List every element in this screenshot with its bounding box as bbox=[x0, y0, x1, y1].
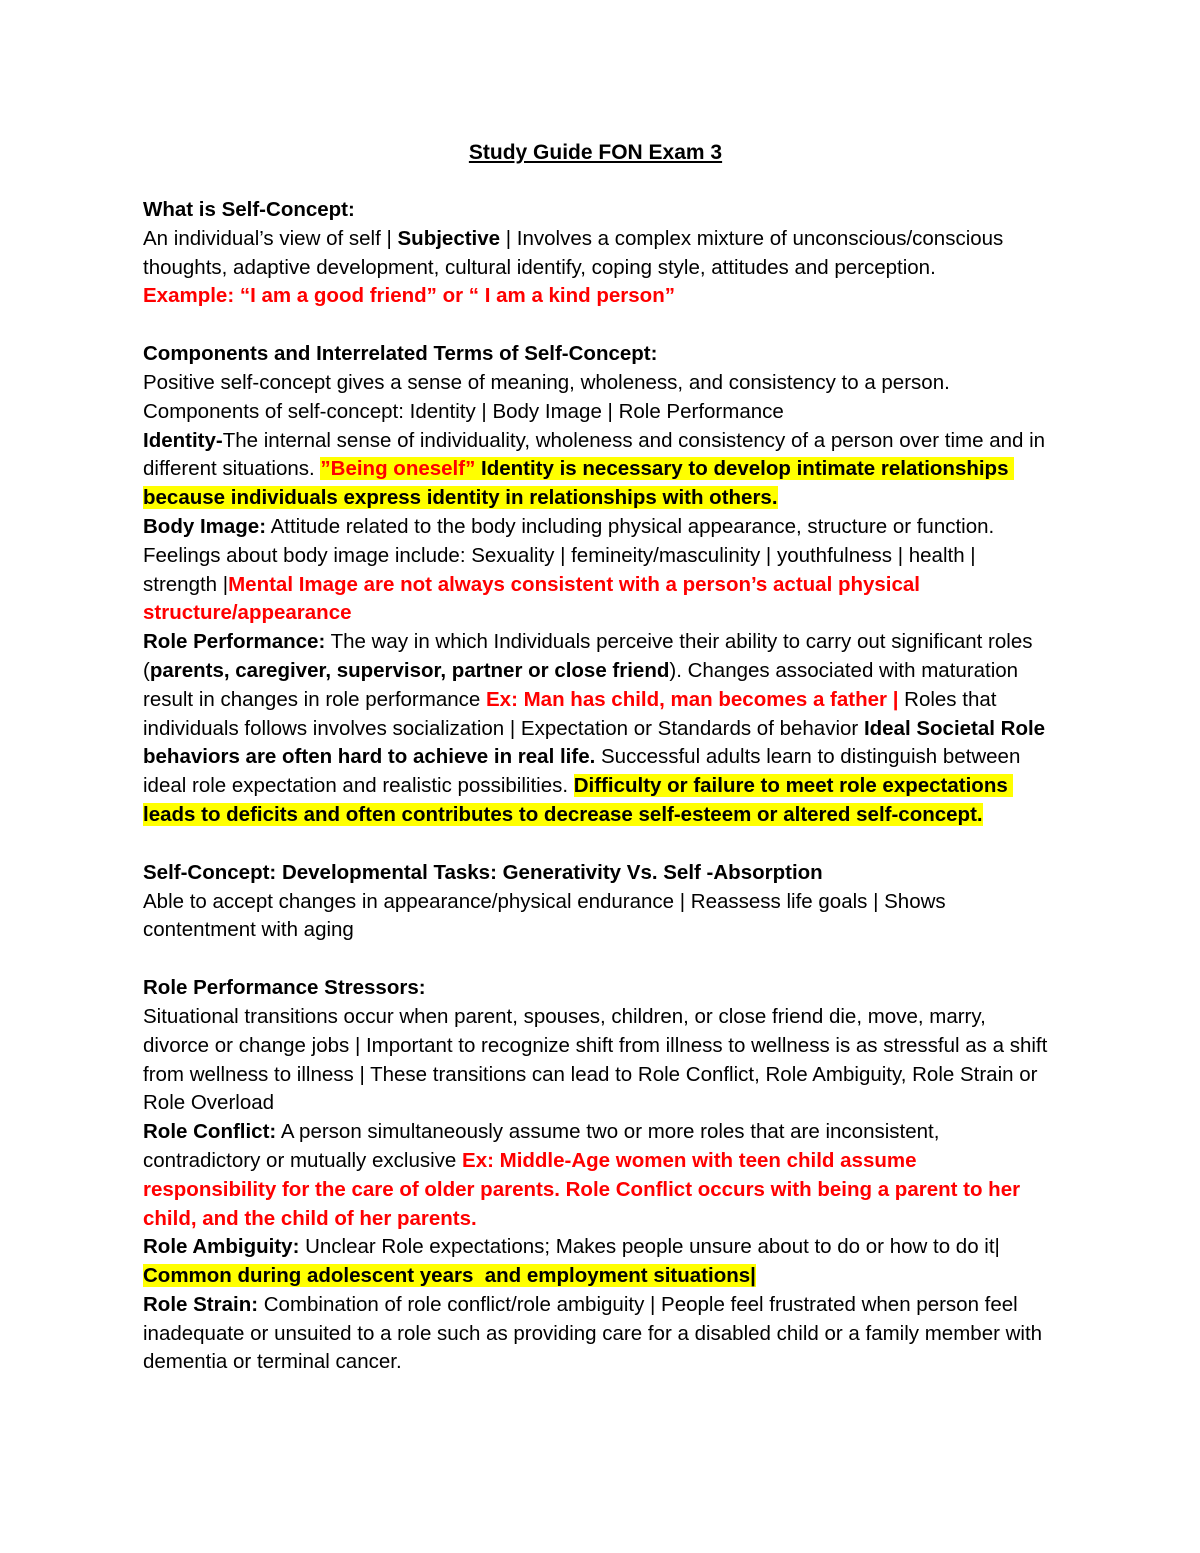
text-run: Able to accept changes in appearance/physical endurance | Reassess life goals | Shows contentment with aging bbox=[143, 889, 952, 942]
text-run: The way in which Individuals perceive their ability to carry out significant roles ( bbox=[143, 630, 1039, 682]
paragraph bbox=[143, 282, 1048, 311]
paragraph bbox=[143, 1291, 1048, 1377]
text-run: Body Image: bbox=[143, 514, 267, 538]
document-section bbox=[143, 974, 1054, 1377]
text-run: Situational transitions occur when parent, spouses, children, or close friend die, move, marry, divorce or change jobs | Important to recognize shift from illness to wellness is as stressful as a shift from wellness to illness | These transitions can lead to Role Conflict, Role Ambiguity, Role Strain or Role Overload bbox=[143, 1004, 1054, 1115]
section-heading: What is Self-Concept: bbox=[143, 198, 355, 221]
text-run: Unclear Role expectations; Makes people unsure about to do or how to do it| bbox=[299, 1235, 1000, 1259]
document-section bbox=[143, 859, 1048, 945]
document-body bbox=[143, 196, 1054, 1377]
red-text-run: Ex: Middle-Age women with teen child assume responsibility for the care of older parents. Role Conflict occurs with being a parent to her child, and the child of her parents. bbox=[143, 1148, 1026, 1230]
text-run: Combination of role conflict/role ambiguity | People feel frustrated when person feel inadequate or unsuited to a role such as providing care for a disabled child or a family member with dementia or terminal cancer. bbox=[143, 1292, 1048, 1374]
text-run: Role Performance: bbox=[143, 630, 326, 654]
document-section bbox=[143, 340, 1051, 830]
highlighted-text-run: Difficulty or failure to meet role expectations leads to deficits and often contributes to decrease self-esteem or altered self-concept. bbox=[143, 774, 1014, 826]
section-heading: Role Performance Stressors: bbox=[143, 976, 426, 1000]
paragraph bbox=[143, 398, 1048, 427]
paragraph bbox=[143, 1118, 1048, 1233]
highlighted-text-run: Identity is necessary to develop intimate relationships because individuals express identity in relationships with others. bbox=[143, 457, 1015, 510]
text-run: parents, caregiver, supervisor, partner or close friend bbox=[149, 658, 670, 682]
text-run: A person simultaneously assume two or more roles that are inconsistent, contradictory or mutually exclusive bbox=[143, 1120, 946, 1172]
paragraph bbox=[143, 369, 1048, 398]
text-run: Positive self-concept gives a sense of meaning, wholeness, and consistency to a person. bbox=[143, 370, 950, 394]
text-run: Subjective bbox=[397, 226, 501, 250]
paragraph bbox=[143, 1233, 1048, 1291]
red-text-run: Mental Image are not always consistent with a person’s actual physical structure/appearance bbox=[143, 572, 926, 625]
section-heading: Components and Interrelated Terms of Self-Concept: bbox=[143, 342, 658, 366]
text-run: Components of self-concept: Identity | Body Image | Role Performance bbox=[143, 399, 784, 423]
text-run: Identity- bbox=[143, 428, 223, 452]
text-run: Roles that individuals follows involves socialization | Expectation or Standards of behavior bbox=[143, 687, 1003, 740]
highlighted-text-run: ”Being oneself” bbox=[320, 457, 482, 481]
paragraph bbox=[143, 628, 1051, 830]
text-run: Role Conflict: bbox=[143, 1120, 277, 1144]
text-run: Role Strain: bbox=[143, 1292, 259, 1316]
paragraph bbox=[143, 888, 1048, 946]
highlighted-text-run: Common during adolescent years and employment situations| bbox=[143, 1264, 756, 1288]
text-run: Role Ambiguity: bbox=[143, 1235, 300, 1259]
text-run: The internal sense of individuality, wholeness and consistency of a person over time and in different situations. bbox=[143, 428, 1051, 481]
paragraph bbox=[143, 1003, 1054, 1118]
text-run: Ideal Societal Role behaviors are often hard to achieve in real life. bbox=[143, 716, 1051, 769]
section-heading: Self-Concept: Developmental Tasks: Generativity Vs. Self -Absorption bbox=[143, 860, 823, 884]
document-title: Study Guide FON Exam 3 bbox=[468, 141, 723, 164]
text-run: Attitude related to the body including physical appearance, structure or function. Feelings about body image include: Sexuality | femineity/masculinity | youthfulness | health | strength | bbox=[143, 514, 1000, 596]
text-run: | Involves a complex mixture of unconscious/conscious thoughts, adaptive development, cultural identify, coping style, attitudes and perception. bbox=[143, 226, 1010, 279]
text-run: An individual’s view of self | bbox=[143, 226, 398, 250]
text-run: Successful adults learn to distinguish between ideal role expectation and realistic possibilities. bbox=[143, 745, 1027, 798]
red-text-run: Example: “I am a good friend” or “ I am a kind person” bbox=[143, 284, 675, 308]
text-run: ). Changes associated with maturation result in changes in role performance bbox=[143, 658, 1024, 711]
document-section bbox=[143, 196, 1048, 311]
red-text-run: Ex: Man has child, man becomes a father | bbox=[486, 687, 905, 711]
paragraph bbox=[143, 513, 1048, 628]
paragraph bbox=[143, 427, 1051, 513]
paragraph bbox=[143, 225, 1048, 283]
